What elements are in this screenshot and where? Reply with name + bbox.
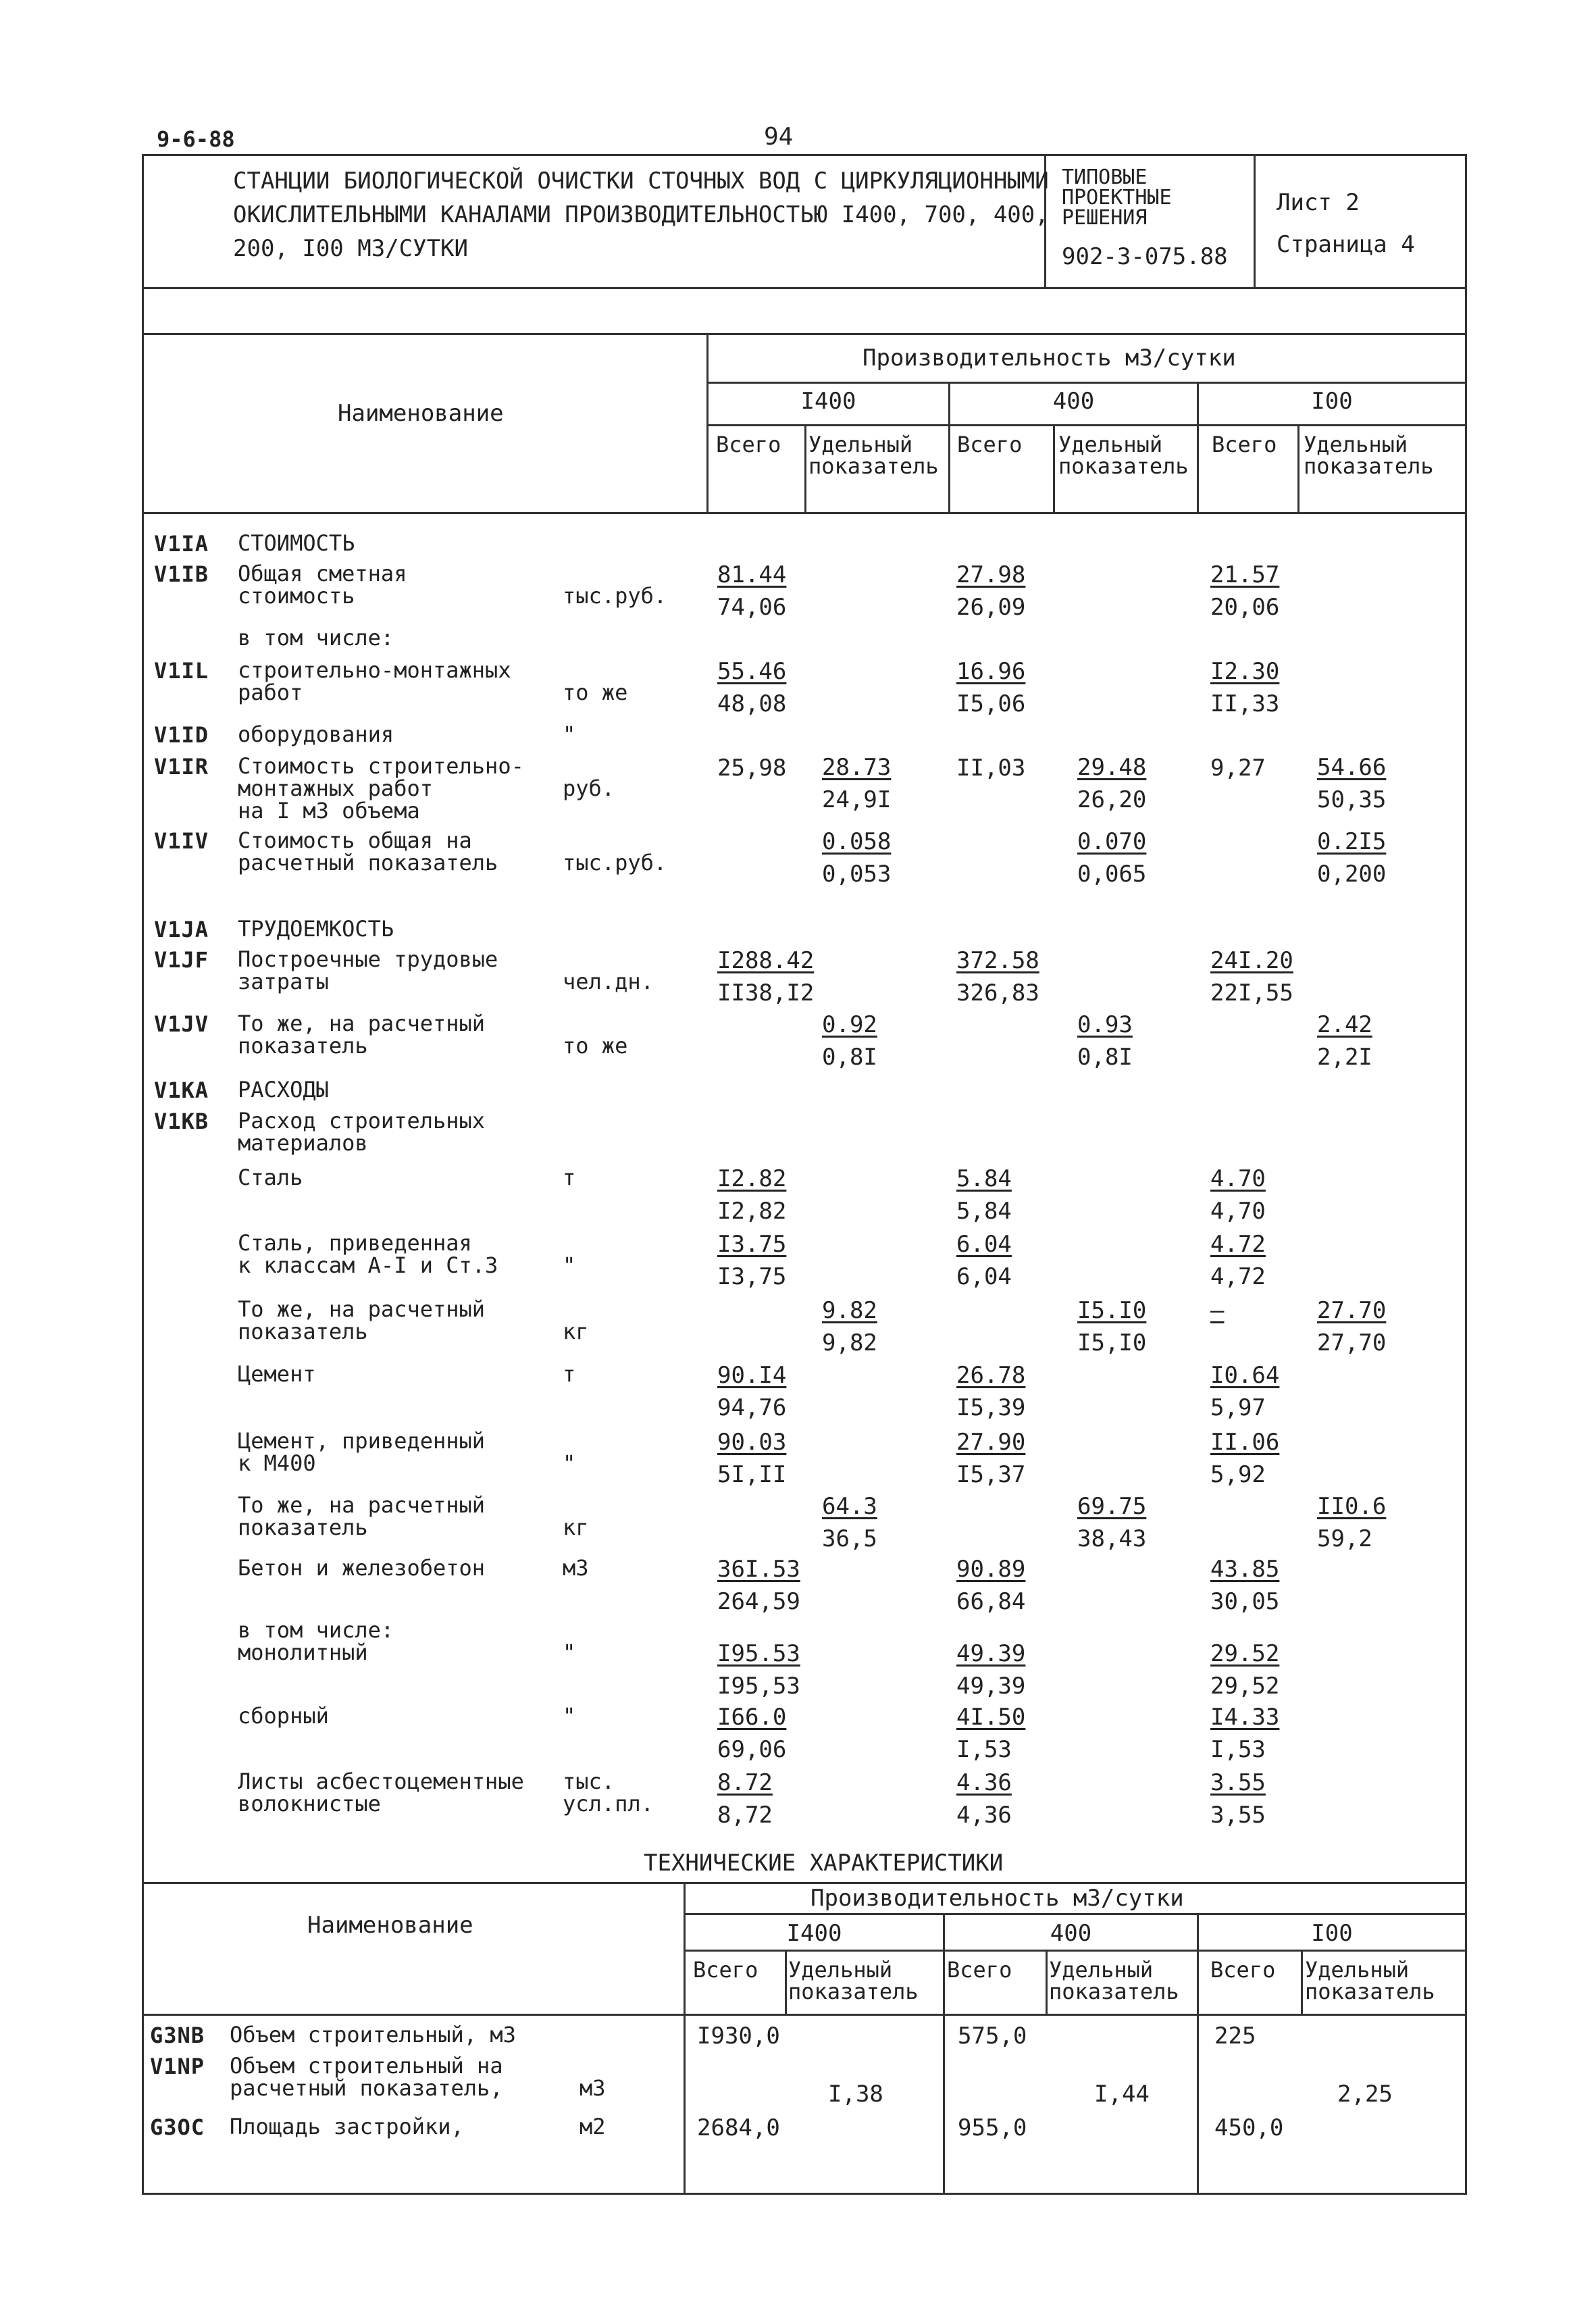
table1-capacity-400: 400 <box>1052 388 1095 415</box>
row-name: Цемент <box>238 1361 316 1387</box>
row-unit: тыс.руб. <box>563 583 667 609</box>
row-name: РАСХОДЫ <box>238 1077 329 1102</box>
value-bottom: 6,04 <box>956 1263 1012 1290</box>
row-code: V1JV <box>154 1011 209 1037</box>
row-unit: " <box>563 1703 576 1729</box>
value-top: 8.72 <box>717 1769 773 1796</box>
value-bottom: 49,39 <box>956 1673 1026 1700</box>
value-bottom: 26,09 <box>956 594 1026 621</box>
value-top: I2.30 <box>1210 658 1280 685</box>
value-cell: I,44 <box>1094 2081 1150 2108</box>
value-top: 9.82 <box>822 1297 877 1324</box>
table2-capacity-400: 400 <box>1050 1920 1092 1947</box>
row-code: V1NP <box>150 2054 205 2079</box>
row-name: СТОИМОСТЬ <box>238 530 355 556</box>
value-top: 372.58 <box>956 947 1039 974</box>
value-top: 27.98 <box>956 561 1026 588</box>
value-bottom: 4,72 <box>1210 1263 1266 1290</box>
table1-capacity-100: I00 <box>1311 388 1353 415</box>
value-bottom: 26,20 <box>1077 786 1147 813</box>
value-cell: 2684,0 <box>697 2114 780 2141</box>
value-top: I3.75 <box>717 1231 787 1258</box>
row-name: материалов <box>238 1130 368 1156</box>
value-bottom: 4,70 <box>1210 1198 1266 1225</box>
row-unit: руб. <box>563 776 615 801</box>
value-bottom: 0,8I <box>1077 1044 1133 1071</box>
value-top: 0.2I5 <box>1317 828 1387 855</box>
row-name: ТРУДОЕМКОСТЬ <box>238 916 394 942</box>
value-top: 29.48 <box>1077 754 1147 781</box>
value-bottom: 69,06 <box>717 1736 787 1763</box>
value-cell: 955,0 <box>958 2114 1027 2141</box>
value-bottom: I5,06 <box>956 690 1026 717</box>
row-name: показатель <box>238 1515 368 1540</box>
value-top: 55.46 <box>717 658 787 685</box>
value-bottom: I5,I0 <box>1077 1329 1147 1356</box>
value-top: 0.070 <box>1077 828 1147 855</box>
value-cell: 225 <box>1214 2023 1256 2050</box>
row-name: расчетный показатель, <box>230 2075 503 2101</box>
row-name: Стоимость строительно- <box>238 753 524 779</box>
row-name: расчетный показатель <box>238 850 498 875</box>
series-code: 902-3-075.88 <box>1062 243 1228 270</box>
row-name: То же, на расчетный <box>238 1296 486 1322</box>
value-bottom: 50,35 <box>1317 786 1387 813</box>
value-top: 90.89 <box>956 1556 1026 1583</box>
row-name: в том числе: <box>238 625 394 651</box>
value-top: 64.3 <box>822 1493 877 1520</box>
row-name: сборный <box>238 1703 329 1729</box>
value-top: I0.64 <box>1210 1362 1280 1389</box>
value-bottom: 66,84 <box>956 1588 1026 1615</box>
row-name: Листы асбестоцементные <box>238 1769 524 1794</box>
tech-title: ТЕХНИЧЕСКИЕ ХАРАКТЕРИСТИКИ <box>644 1850 1004 1877</box>
row-code: V1IB <box>154 561 209 587</box>
value-bottom: 48,08 <box>717 690 787 717</box>
value-bottom: 5I,II <box>717 1461 787 1488</box>
value-top: I4.33 <box>1210 1704 1280 1731</box>
row-unit: то же <box>563 1033 628 1059</box>
row-name: Бетон и железобетон <box>238 1555 486 1581</box>
value-top: 81.44 <box>717 561 787 588</box>
value-top: 28.73 <box>822 754 892 781</box>
value-bottom: 0,065 <box>1077 861 1147 888</box>
row-code: V1IV <box>154 828 209 854</box>
value-bottom: 0,8I <box>822 1044 877 1071</box>
value-bottom: 25,98 <box>717 755 787 782</box>
value-bottom: 5,97 <box>1210 1394 1266 1421</box>
value-top: 27.90 <box>956 1429 1026 1456</box>
value-top: 0.93 <box>1077 1011 1133 1038</box>
row-unit: м3 <box>580 2075 606 2101</box>
value-bottom: 0,200 <box>1317 861 1387 888</box>
table1-name-header: Наименование <box>338 400 504 427</box>
value-top: I95.53 <box>717 1640 800 1667</box>
value-top: 54.66 <box>1317 754 1387 781</box>
table1-capacity-1400: I400 <box>800 388 856 415</box>
value-bottom: I5,39 <box>956 1394 1026 1421</box>
value-top: 29.52 <box>1210 1640 1280 1667</box>
row-unit: м2 <box>580 2114 606 2139</box>
table2-capacity-100: I00 <box>1311 1920 1353 1947</box>
row-code: G3NB <box>150 2023 205 2048</box>
row-name: Цемент, приведенный <box>238 1428 486 1454</box>
row-name: Стоимость общая на <box>238 828 472 853</box>
value-bottom: 8,72 <box>717 1802 773 1829</box>
value-bottom: 36,5 <box>822 1525 877 1552</box>
value-top: 26.78 <box>956 1362 1026 1389</box>
row-name: показатель <box>238 1319 368 1344</box>
row-name: к классам А-I и Ст.3 <box>238 1252 498 1278</box>
row-unit: тыс.руб. <box>563 850 667 875</box>
value-top: I66.0 <box>717 1704 787 1731</box>
value-top: 36I.53 <box>717 1556 800 1583</box>
value-bottom: 5,92 <box>1210 1461 1266 1488</box>
value-bottom: 326,83 <box>956 980 1039 1007</box>
value-bottom: 264,59 <box>717 1588 800 1615</box>
value-top: 6.04 <box>956 1231 1012 1258</box>
value-bottom: I2,82 <box>717 1198 787 1225</box>
value-top: 90.I4 <box>717 1362 787 1389</box>
row-code: V1JF <box>154 947 209 973</box>
value-top: 2.42 <box>1317 1011 1372 1038</box>
row-unit: " <box>563 721 576 747</box>
value-bottom: I5,37 <box>956 1461 1026 1488</box>
row-unit: м3 <box>563 1555 589 1581</box>
row-name: Сталь <box>238 1165 303 1190</box>
row-code: V1ID <box>154 722 209 748</box>
row-name: Объем строительный на <box>230 2053 503 2079</box>
value-bottom: 22I,55 <box>1210 980 1293 1007</box>
row-name: на I м3 объема <box>238 798 420 823</box>
row-name: То же, на расчетный <box>238 1492 486 1518</box>
value-bottom: II,33 <box>1210 690 1280 717</box>
value-top: 0.058 <box>822 828 892 855</box>
document-code: 9-6-88 <box>157 126 235 152</box>
value-top: 5.84 <box>956 1165 1012 1192</box>
value-bottom: 74,06 <box>717 594 787 621</box>
row-unit: " <box>563 1450 576 1476</box>
row-unit: тыс. усл.пл. <box>563 1769 654 1816</box>
row-name: То же, на расчетный <box>238 1011 486 1036</box>
value-top: 16.96 <box>956 658 1026 685</box>
value-bottom: 9,27 <box>1210 755 1266 782</box>
value-bottom: 38,43 <box>1077 1525 1147 1552</box>
value-bottom: I,53 <box>1210 1736 1266 1763</box>
value-top: 69.75 <box>1077 1493 1147 1520</box>
value-top: 0.92 <box>822 1011 877 1038</box>
value-cell: 575,0 <box>958 2023 1027 2050</box>
row-code: V1IR <box>154 754 209 780</box>
value-bottom: II,03 <box>956 755 1026 782</box>
value-top: – <box>1210 1297 1225 1324</box>
value-top: 4.70 <box>1210 1165 1266 1192</box>
table1-capacity-header: Производительность м3/сутки <box>863 345 1236 372</box>
value-bottom: 94,76 <box>717 1394 787 1421</box>
row-code: V1IL <box>154 658 209 684</box>
value-bottom: I,53 <box>956 1736 1012 1763</box>
value-bottom: II38,I2 <box>717 980 815 1007</box>
row-name: показатель <box>238 1033 368 1059</box>
table2-capacity-header: Производительность м3/сутки <box>810 1885 1184 1912</box>
value-top: 43.85 <box>1210 1556 1280 1583</box>
row-name: волокнистые <box>238 1791 381 1816</box>
row-name: Расход строительных <box>238 1108 486 1134</box>
page-label: Страница 4 <box>1277 231 1415 258</box>
value-top: II.06 <box>1210 1429 1280 1456</box>
row-unit: " <box>563 1640 576 1665</box>
row-unit: т <box>563 1165 576 1190</box>
value-cell: I,38 <box>828 2081 883 2108</box>
value-cell: 2,25 <box>1337 2081 1393 2108</box>
value-top: 90.03 <box>717 1429 787 1456</box>
row-code: V1KB <box>154 1109 209 1134</box>
row-name: Сталь, приведенная <box>238 1230 472 1256</box>
value-bottom: 2,2I <box>1317 1044 1372 1071</box>
value-bottom: 29,52 <box>1210 1673 1280 1700</box>
row-name: оборудования <box>238 721 394 747</box>
value-bottom: 4,36 <box>956 1802 1012 1829</box>
sheet-label: Лист 2 <box>1277 189 1360 216</box>
row-unit: чел.дн. <box>563 969 654 994</box>
value-bottom: 9,82 <box>822 1329 877 1356</box>
value-top: 4.36 <box>956 1769 1012 1796</box>
row-name: монолитный <box>238 1640 368 1665</box>
value-top: 4I.50 <box>956 1704 1026 1731</box>
value-top: I288.42 <box>717 947 815 974</box>
row-code: V1IA <box>154 531 209 557</box>
value-bottom: 24,9I <box>822 786 892 813</box>
value-bottom: 3,55 <box>1210 1802 1266 1829</box>
row-name: затраты <box>238 969 329 994</box>
row-code: V1JA <box>154 917 209 942</box>
row-name: строительно-монтажных <box>238 657 511 683</box>
value-bottom: 20,06 <box>1210 594 1280 621</box>
value-bottom: 5,84 <box>956 1198 1012 1225</box>
value-top: 4.72 <box>1210 1231 1266 1258</box>
row-name: Площадь застройки, <box>230 2114 464 2139</box>
value-cell: I930,0 <box>697 2023 780 2050</box>
row-name: в том числе: <box>238 1617 394 1643</box>
row-unit: " <box>563 1252 576 1278</box>
row-code: G3OC <box>150 2114 205 2140</box>
table2-name-header: Наименование <box>307 1912 473 1939</box>
row-name: монтажных работ <box>238 776 433 801</box>
row-name: стоимость <box>238 583 355 609</box>
row-name: Объем строительный, м3 <box>230 2022 516 2048</box>
row-name: Общая сметная <box>238 561 407 586</box>
value-top: I5.I0 <box>1077 1297 1147 1324</box>
table2-capacity-1400: I400 <box>786 1920 842 1947</box>
row-name: работ <box>238 680 303 705</box>
value-top: 49.39 <box>956 1640 1026 1667</box>
row-unit: то же <box>563 680 628 705</box>
value-cell: 450,0 <box>1214 2114 1284 2141</box>
row-name: к М400 <box>238 1450 316 1476</box>
row-name: Построечные трудовые <box>238 946 498 972</box>
value-top: 24I.20 <box>1210 947 1293 974</box>
value-bottom: 27,70 <box>1317 1329 1387 1356</box>
row-code: V1KA <box>154 1077 209 1103</box>
value-top: I2.82 <box>717 1165 787 1192</box>
value-top: 27.70 <box>1317 1297 1387 1324</box>
row-unit: т <box>563 1361 576 1387</box>
value-top: 3.55 <box>1210 1769 1266 1796</box>
value-bottom: 59,2 <box>1317 1525 1372 1552</box>
value-bottom: 30,05 <box>1210 1588 1280 1615</box>
value-bottom: 0,053 <box>822 861 892 888</box>
value-bottom: I95,53 <box>717 1673 800 1700</box>
row-unit: кг <box>563 1319 589 1344</box>
page-number: 94 <box>764 123 794 151</box>
value-top: 21.57 <box>1210 561 1280 588</box>
value-bottom: I3,75 <box>717 1263 787 1290</box>
value-top: II0.6 <box>1317 1493 1387 1520</box>
row-unit: кг <box>563 1515 589 1540</box>
